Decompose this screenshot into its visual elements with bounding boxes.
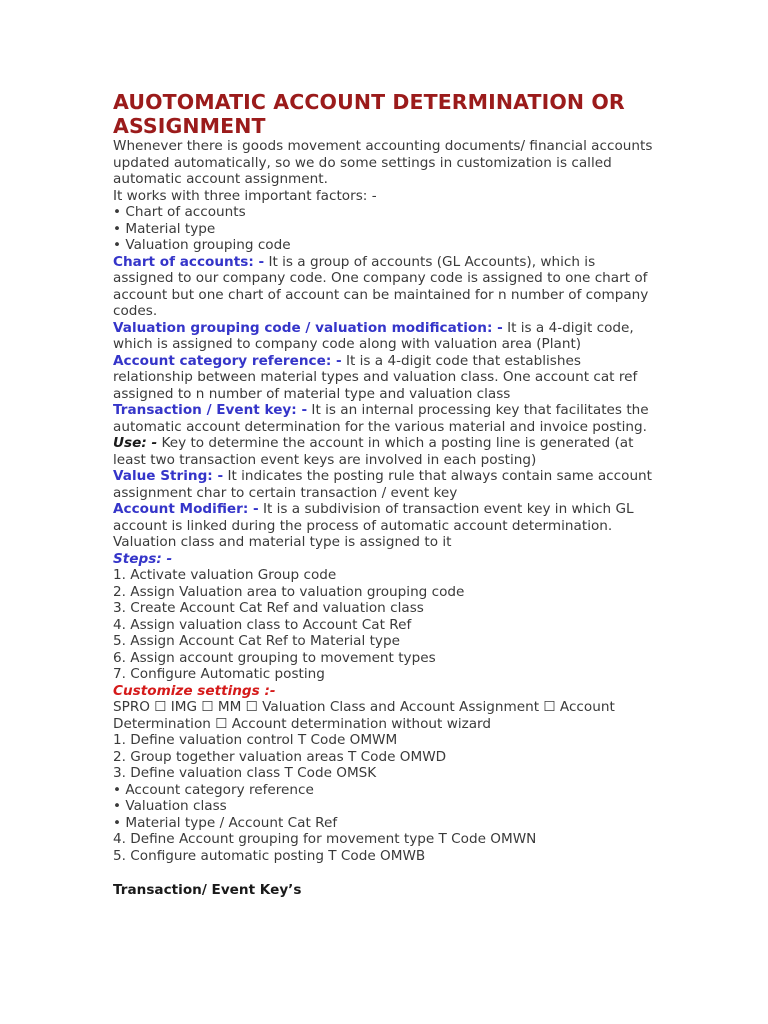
setting-item: 4. Define Account grouping for movement type T Code OMWN xyxy=(113,831,537,847)
definition-text: It is an internal processing key that facilitates the automatic account determination for the various material and invoice posting. xyxy=(113,402,649,435)
setting-item: • Account category reference xyxy=(113,781,314,798)
setting-item: 3. Define valuation class T Code OMSK xyxy=(113,765,377,781)
step-item: 6. Assign account grouping to movement types xyxy=(113,649,436,666)
definition-term: Chart of accounts: - xyxy=(113,253,265,270)
definition-value-string xyxy=(113,468,653,501)
setting-item: 5. Configure automatic posting T Code OMWB xyxy=(113,847,426,864)
step-item: 4. Assign valuation class to Account Cat Ref xyxy=(113,616,412,633)
definition-chart-of-accounts xyxy=(113,254,653,320)
definition-term: Value String: - xyxy=(113,468,224,484)
use-term: Use: - xyxy=(113,435,158,451)
definition-term: Transaction / Event key: - xyxy=(113,402,308,418)
definition-transaction-event-key xyxy=(113,402,653,435)
document-title: AUOTOMATIC ACCOUNT DETERMINATION OR ASSIGNMENT xyxy=(113,90,625,138)
factor-item: • Material type xyxy=(113,220,216,237)
section-heading: Transaction/ Event Key’s xyxy=(113,882,302,898)
customize-heading: Customize settings :- xyxy=(113,682,276,699)
steps-heading: Steps: - xyxy=(113,550,173,567)
factors-intro: It works with three important factors: - xyxy=(113,187,377,204)
definition-text: It is a subdivision of transaction event key in which GL account is linked during the process of automatic account determination. Valuation class and material type is assigned to it xyxy=(113,501,634,550)
definition-account-category-reference xyxy=(113,353,653,403)
factor-item: • Chart of accounts xyxy=(113,204,246,220)
use-text: Key to determine the account in which a posting line is generated (at least two transaction event keys are involved in each posting) xyxy=(113,435,634,468)
step-item: 1. Activate valuation Group code xyxy=(113,567,337,583)
factor-item: • Valuation grouping code xyxy=(113,237,291,253)
definition-text: It is a 4-digit code, which is assigned to company code along with valuation area (Plant) xyxy=(113,319,634,352)
setting-item: • Material type / Account Cat Ref xyxy=(113,814,338,831)
step-item: 2. Assign Valuation area to valuation grouping code xyxy=(113,583,465,600)
setting-item: 2. Group together valuation areas T Code OMWD xyxy=(113,748,447,765)
definition-account-modifier xyxy=(113,501,653,551)
intro-paragraph: Whenever there is goods movement accounting documents/ financial accounts updated automatically, so we do some settings in customization is called automatic account assignment. xyxy=(113,138,653,187)
definition-text: It indicates the posting rule that always contain same account assignment char to certain transaction / event key xyxy=(113,468,653,501)
document-page xyxy=(113,90,653,899)
step-item: 5. Assign Account Cat Ref to Material type xyxy=(113,633,400,649)
definition-term: Valuation grouping code / valuation modification: - xyxy=(113,319,503,336)
spacer xyxy=(113,864,653,882)
use-paragraph xyxy=(113,435,653,468)
spro-path: SPRO ☐ IMG ☐ MM ☐ Valuation Class and Account Assignment ☐ Account Determination ☐ Account determination without wizard xyxy=(113,699,615,732)
definition-valuation-grouping-code xyxy=(113,320,653,353)
definition-text: It is a 4-digit code that establishes relationship between material types and valuation class. One account cat ref assigned to n number of material type and valuation class xyxy=(113,352,638,402)
definition-term: Account category reference: - xyxy=(113,352,342,369)
setting-item: • Valuation class xyxy=(113,798,227,814)
step-item: 3. Create Account Cat Ref and valuation class xyxy=(113,600,424,616)
setting-item: 1. Define valuation control T Code OMWM xyxy=(113,732,398,748)
definition-term: Account Modifier: - xyxy=(113,501,259,517)
step-item: 7. Configure Automatic posting xyxy=(113,666,325,682)
definition-text: It is a group of accounts (GL Accounts), which is assigned to our company code. One company code is assigned to one chart of account but one chart of account can be maintained for n number of company codes. xyxy=(113,253,649,319)
